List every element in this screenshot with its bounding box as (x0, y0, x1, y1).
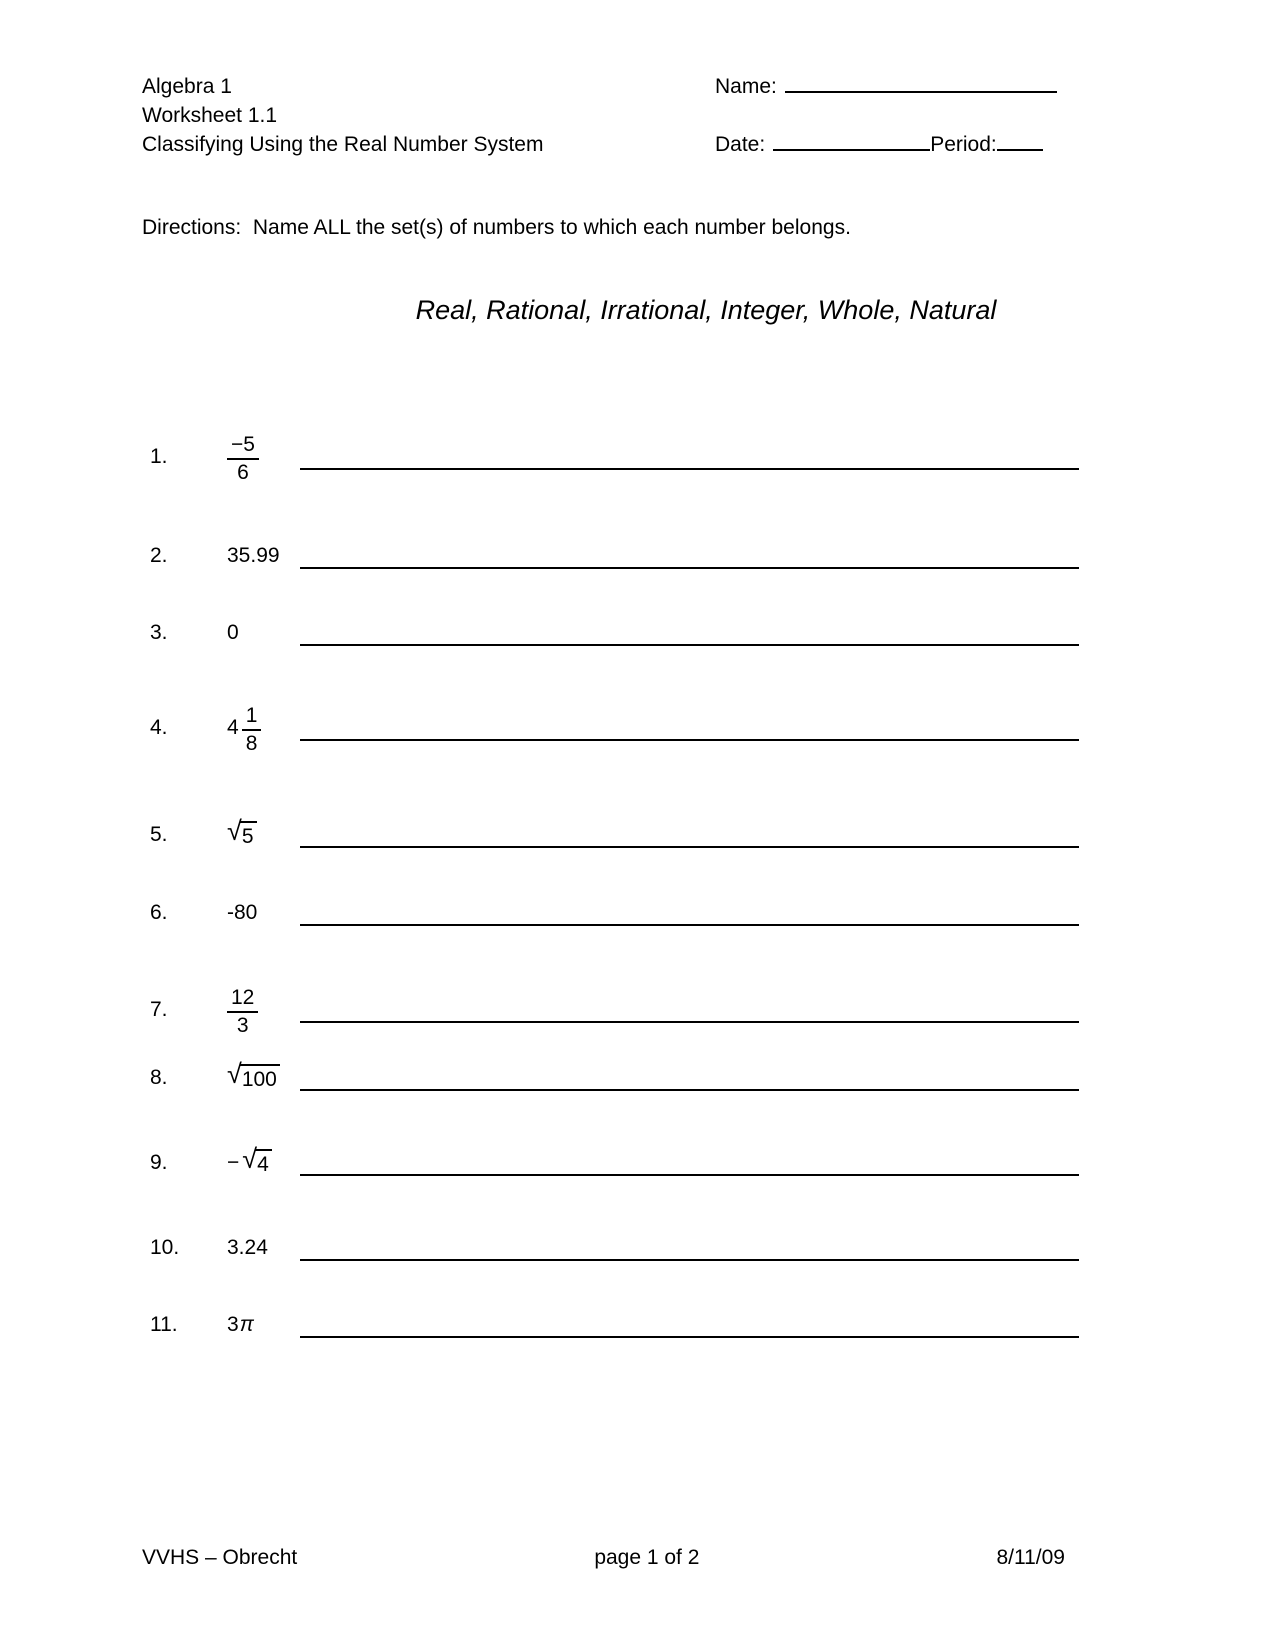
problem-row (150, 1123, 1079, 1203)
fraction-numerator: 12 (227, 986, 258, 1013)
problem-number: 9. (150, 1151, 168, 1174)
answer-blank-line[interactable] (300, 1174, 1079, 1176)
name-blank-field[interactable] (785, 72, 1057, 93)
header-left-block (142, 72, 543, 159)
square-root-expression (242, 1144, 272, 1177)
problem-number: 2. (150, 544, 168, 567)
problem-row (150, 1208, 1079, 1288)
fraction (242, 704, 262, 755)
number-value: -80 (227, 901, 258, 924)
name-row (715, 72, 1065, 101)
problem-number: 8. (150, 1066, 168, 1089)
answer-blank-line[interactable] (300, 468, 1079, 470)
fraction-denominator: 8 (245, 732, 258, 755)
problem-expression (227, 1059, 300, 1092)
problem-number: 1. (150, 445, 168, 468)
radical-icon: √ (227, 816, 242, 846)
header-right-block (715, 72, 1065, 159)
problem-expression (227, 901, 300, 925)
date-label: Date: (715, 133, 766, 156)
problem-number: 7. (150, 998, 168, 1021)
footer (142, 1546, 1065, 1570)
answer-blank-line[interactable] (300, 567, 1079, 569)
problem-row (150, 873, 1079, 953)
worksheet-number: Worksheet 1.1 (142, 104, 278, 127)
mixed-number (227, 702, 261, 753)
problem-expression (227, 1144, 300, 1177)
problem-number: 6. (150, 901, 168, 924)
radical-icon: √ (242, 1144, 258, 1174)
radical-icon: √ (227, 1059, 242, 1089)
worksheet-subtitle: Classifying Using the Real Number System (142, 133, 544, 156)
minus-sign: − (227, 1151, 240, 1174)
problem-expression (227, 621, 300, 645)
radicand: 4 (255, 1149, 272, 1177)
date-blank-field[interactable] (773, 130, 930, 151)
course-title: Algebra 1 (142, 75, 232, 98)
footer-school: VVHS – Obrecht (142, 1546, 298, 1569)
answer-blank-line[interactable] (300, 1259, 1079, 1261)
number-value: 0 (227, 621, 239, 644)
mixed-whole-part: 4 (227, 716, 239, 739)
fraction-denominator: 6 (237, 461, 249, 484)
problem-expression (227, 1236, 300, 1260)
fraction-numerator: 1 (242, 704, 262, 731)
problem-number: 3. (150, 621, 168, 644)
problem-expression (227, 984, 300, 1035)
problem-row (150, 1038, 1079, 1118)
fraction-denominator: 3 (236, 1014, 249, 1037)
problem-row (150, 417, 1079, 497)
date-period-row (715, 130, 1065, 159)
problem-row (150, 593, 1079, 673)
period-label: Period: (930, 133, 997, 156)
footer-page-number: page 1 of 2 (594, 1546, 700, 1569)
number-value: 35.99 (227, 544, 280, 567)
name-label: Name: (715, 75, 777, 98)
square-root-expression (227, 816, 257, 849)
fraction (227, 433, 259, 484)
problem-expression (227, 816, 300, 849)
answer-blank-line[interactable] (300, 1089, 1079, 1091)
number-sets-list: Real, Rational, Irrational, Integer, Whole, Natural (415, 295, 997, 325)
problem-expression (227, 1313, 300, 1337)
directions-text: Directions: Name ALL the set(s) of numbers to which each number belongs. (142, 216, 851, 239)
problem-expression (227, 431, 300, 482)
problem-row (150, 516, 1079, 596)
problem-number: 4. (150, 716, 168, 739)
problem-expression (227, 702, 300, 753)
problem-expression (227, 544, 300, 568)
problem-row (150, 688, 1079, 768)
answer-blank-line[interactable] (300, 924, 1079, 926)
period-blank-field[interactable] (997, 130, 1043, 151)
answer-blank-line[interactable] (300, 739, 1079, 741)
problem-number: 10. (150, 1236, 180, 1259)
problem-row (150, 795, 1079, 875)
radicand: 5 (240, 821, 257, 849)
problem-number: 11. (150, 1313, 178, 1336)
fraction (227, 986, 258, 1037)
answer-blank-line[interactable] (300, 846, 1079, 848)
answer-blank-line[interactable] (300, 1336, 1079, 1338)
footer-date: 8/11/09 (996, 1546, 1065, 1569)
fraction-numerator: −5 (227, 433, 259, 460)
problem-row (150, 1285, 1079, 1365)
square-root-expression (227, 1059, 280, 1092)
pi-symbol: π (239, 1313, 254, 1336)
number-value: 3.24 (227, 1236, 268, 1259)
answer-blank-line[interactable] (300, 644, 1079, 646)
problem-number: 5. (150, 823, 168, 846)
radicand: 100 (240, 1064, 280, 1092)
answer-blank-line[interactable] (300, 1021, 1079, 1023)
pi-coefficient: 3 (227, 1313, 239, 1336)
